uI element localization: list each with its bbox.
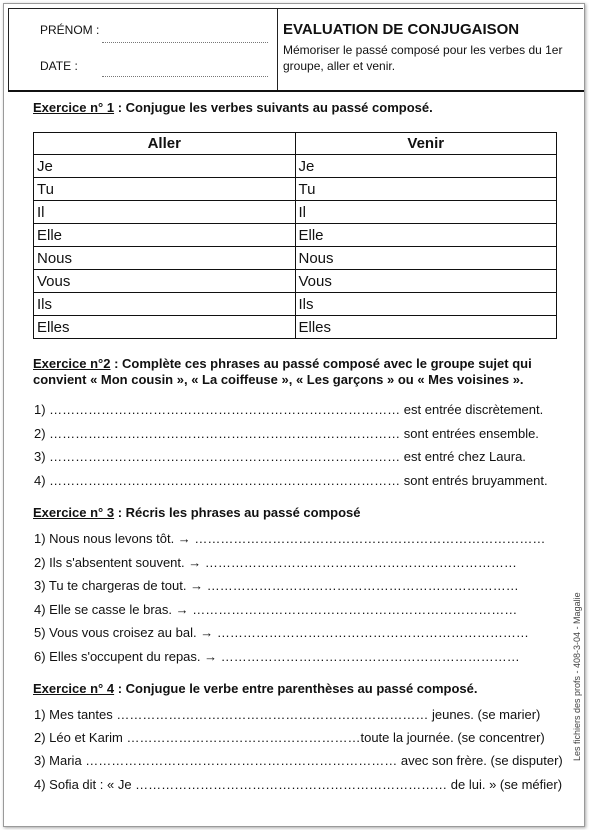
exercise-4-instruction: : Conjugue le verbe entre parenthèses au passé composé.: [114, 681, 478, 696]
exercise-3-instruction: : Récris les phrases au passé composé: [114, 505, 361, 520]
worksheet-page: [3, 3, 585, 827]
exercise-4-line-3: 3) Maria ……………………………………………………………… avec son frère. (se disputer): [34, 753, 563, 768]
exercise-4-line-1: 1) Mes tantes ……………………………………………………………… jeunes. (se marier): [34, 707, 541, 722]
exercise-3-title: [33, 505, 563, 521]
cell-aller: Nous: [34, 247, 296, 270]
title-box: [276, 8, 583, 91]
table-row: [34, 201, 557, 224]
exercise-2-line-2: 2) ……………………………………………………………………… sont entrées ensemble.: [34, 426, 539, 441]
exercise-3-line-1: 1) Nous nous levons tôt. → ………………………………………………………………………: [34, 531, 546, 546]
exercise-2-title: [33, 356, 563, 388]
exercise-3-line-4: 4) Elle se casse le bras. → …………………………………………………………………: [34, 602, 518, 617]
exercise-3-line-5: 5) Vous vous croisez au bal. → ………………………………………………………………: [34, 625, 529, 640]
date-label: DATE :: [40, 59, 78, 73]
cell-venir: Nous: [295, 247, 557, 270]
exercise-3-line-3: 3) Tu te chargeras de tout. → ………………………………………………………………: [34, 578, 519, 593]
exercise-4-number: Exercice n° 4: [33, 681, 115, 696]
table-row: [34, 270, 557, 293]
prenom-line: [102, 42, 268, 43]
exercise-4-title: [33, 681, 563, 697]
exercise-4-line-4: 4) Sofia dit : « Je ……………………………………………………………… de lui. » (se méfier): [34, 777, 563, 792]
exercise-2-number: Exercice n°2: [33, 356, 111, 371]
cell-venir: Ils: [295, 293, 557, 316]
header-separator: [8, 90, 584, 92]
prenom-label: PRÉNOM :: [40, 23, 100, 37]
cell-aller: Vous: [34, 270, 296, 293]
cell-aller: Elle: [34, 224, 296, 247]
table-row: [34, 178, 557, 201]
page-subtitle: Mémoriser le passé composé pour les verbes du 1er groupe, aller et venir.: [283, 43, 563, 73]
exercise-4-line-2: 2) Léo et Karim ………………………………………………toute la journée. (se concentrer): [34, 730, 545, 745]
cell-venir: Tu: [295, 178, 557, 201]
cell-aller: Je: [34, 155, 296, 178]
exercise-3-line-6: 6) Elles s'occupent du repas. → ……………………………………………………………: [34, 649, 520, 664]
exercise-1-title: [33, 100, 563, 116]
conjugation-table: [33, 132, 557, 339]
table-row: [34, 316, 557, 339]
cell-aller: Il: [34, 201, 296, 224]
cell-venir: Elles: [295, 316, 557, 339]
table-row: [34, 293, 557, 316]
cell-venir: Elle: [295, 224, 557, 247]
cell-venir: Je: [295, 155, 557, 178]
table-row: [34, 155, 557, 178]
column-header-aller: Aller: [34, 133, 296, 155]
exercise-3-number: Exercice n° 3: [33, 505, 115, 520]
cell-aller: Tu: [34, 178, 296, 201]
date-line: [102, 76, 268, 77]
exercise-1-number: Exercice n° 1: [33, 100, 115, 115]
cell-aller: Elles: [34, 316, 296, 339]
cell-venir: Il: [295, 201, 557, 224]
vertical-credit: Les fichiers des profs - 408-3-04 - Magalie: [572, 592, 582, 761]
exercise-2-line-3: 3) ……………………………………………………………………… est entré chez Laura.: [34, 449, 526, 464]
exercise-2-line-4: 4) ……………………………………………………………………… sont entrés bruyamment.: [34, 473, 548, 488]
cell-venir: Vous: [295, 270, 557, 293]
exercise-2-line-1: 1) ……………………………………………………………………… est entrée discrètement.: [34, 402, 544, 417]
student-info-box: [8, 8, 278, 92]
exercise-1-instruction: : Conjugue les verbes suivants au passé composé.: [114, 100, 433, 115]
page-title: EVALUATION DE CONJUGAISON: [283, 21, 520, 38]
cell-aller: Ils: [34, 293, 296, 316]
exercise-2-instruction: : Complète ces phrases au passé composé avec le groupe sujet qui convient « Mon cousin », « La coiffeuse », « Les garçons » ou « Mes voisines ».: [33, 356, 532, 387]
table-row: [34, 224, 557, 247]
table-row: [34, 247, 557, 270]
exercise-3-line-2: 2) Ils s'absentent souvent. → ………………………………………………………………: [34, 555, 517, 570]
column-header-venir: Venir: [295, 133, 557, 155]
